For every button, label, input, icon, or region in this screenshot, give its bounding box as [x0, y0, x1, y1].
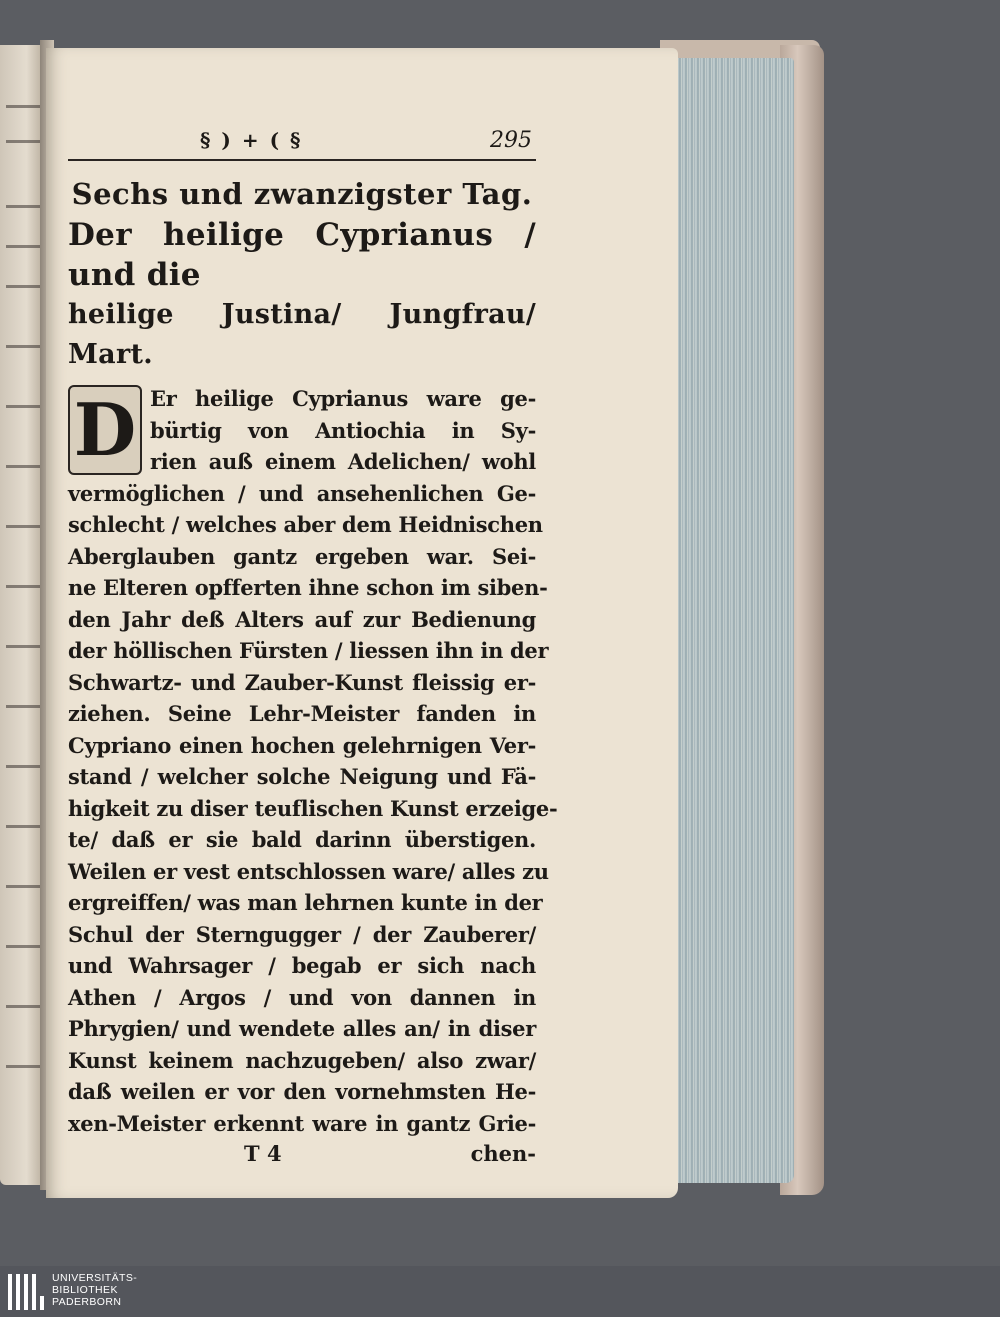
text-line: Schwartz- und Zauber-Kunst fleissig er-: [68, 669, 536, 695]
text-line: bürtig von Antiochia in Sy-: [150, 417, 536, 443]
decorated-initial: D: [68, 385, 142, 475]
text-line: ziehen. Seine Lehr-Meister fanden in: [68, 701, 536, 726]
text-line: stand / welcher solche Neigung und Fä-: [68, 764, 536, 789]
text-line: te/ daß er sie bald darinn überstigen.: [68, 827, 536, 852]
text-line: Weilen er vest entschlossen ware/ alles zu: [68, 858, 549, 884]
text-line: schlecht / welches aber dem Heidnischen: [68, 512, 543, 537]
text-line: Phrygien/ und wendete alles an/ in diser: [68, 1016, 536, 1041]
page-stack-edges: [664, 58, 794, 1183]
page-footer-line: [68, 1141, 536, 1166]
signature-mark: T 4: [244, 1141, 282, 1166]
saint-title: [68, 215, 536, 375]
library-logo-icon: [8, 1274, 44, 1310]
body-text: [68, 383, 558, 1139]
day-title: Sechs und zwanzigster Tag.: [71, 177, 533, 211]
page-text: [68, 128, 558, 1166]
library-name: [52, 1272, 137, 1308]
text-line: ne Elteren opfferten ihne schon im siben-: [68, 575, 548, 600]
text-line: Cypriano einen hochen gelehrnigen Ver-: [68, 732, 536, 758]
text-line: Athen / Argos / und von dannen in: [68, 984, 536, 1010]
text-line: Er heilige Cyprianus ware ge-: [150, 386, 536, 411]
catchword: chen-: [470, 1141, 536, 1166]
saint-title-line-2: heilige Justina/ Jungfrau/ Mart.: [68, 299, 536, 370]
text-line: xen-Meister erkennt ware in gantz Grie-: [68, 1110, 536, 1136]
library-name-line-3: PADERBORN: [52, 1296, 122, 1308]
library-footer: [0, 1266, 1000, 1317]
page-number: 295: [490, 128, 532, 153]
text-line: vermöglichen / und ansehenlichen Ge-: [68, 480, 536, 506]
text-line: den Jahr deß Alters auf zur Bedienung: [68, 606, 536, 632]
text-line: Aberglauben gantz ergeben war. Sei-: [68, 543, 536, 569]
text-line: und Wahrsager / begab er sich nach: [68, 953, 536, 978]
text-line: daß weilen er vor den vornehmsten He-: [68, 1079, 536, 1104]
text-line: rien auß einem Adelichen/ wohl: [150, 449, 536, 474]
text-line: higkeit zu diser teuflischen Kunst erzeige-: [68, 795, 558, 821]
library-name-line-2: BIBLIOTHEK: [52, 1284, 118, 1296]
text-line: der höllischen Fürsten / liessen ihn in der: [68, 638, 549, 663]
library-name-line-1: UNIVERSITÄTS-: [52, 1272, 138, 1284]
text-line: Schul der Sterngugger / der Zauberer/: [68, 921, 536, 947]
header-ornament: § ) + ( §: [200, 128, 303, 152]
text-line: Kunst keinem nachzugeben/ also zwar/: [68, 1047, 536, 1073]
left-page-edge: [0, 45, 44, 1185]
running-head: [68, 128, 536, 161]
saint-title-line-1: Der heilige Cyprianus / und die: [68, 217, 536, 293]
text-line: ergreiffen/ was man lehrnen kunte in der: [68, 890, 543, 915]
